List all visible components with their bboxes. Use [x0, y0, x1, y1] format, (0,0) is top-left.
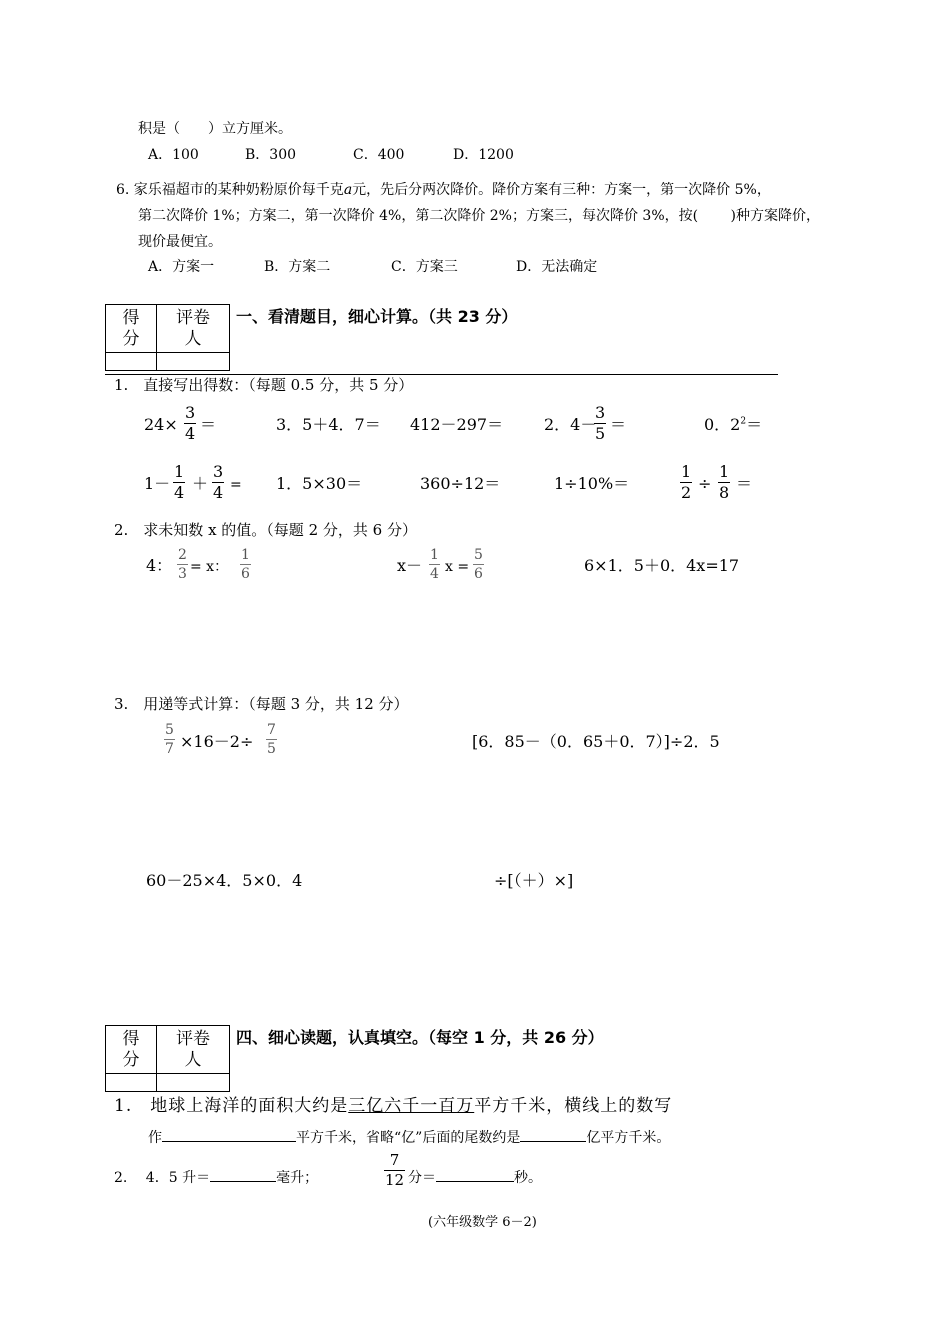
q4-1-line2: 作 平方千米，省略“亿”后面的尾数约是 亿平方千米。 — [148, 1127, 670, 1145]
score-table-section-4 — [105, 1025, 230, 1092]
grader-input-cell[interactable] — [157, 353, 230, 371]
q1-r1c4-prefix: 2．4－ — [544, 415, 597, 434]
q3-e2: [6．85－（0．65＋0．7）]÷2．5 — [472, 732, 720, 751]
q1-r1c4-equals: ＝ — [610, 415, 627, 434]
q6-line1 — [116, 183, 771, 197]
q3-e1-middle: ×16－2÷ — [180, 732, 254, 751]
section-4-title: 四、细心读题，认真填空。（每空 1 分，共 26 分） — [236, 1028, 604, 1047]
q5-continuation: 积是（ ）立方厘米。 — [138, 121, 292, 137]
q1-r2c1-fraction-1: 1 4 — [174, 462, 185, 502]
grader-input-cell[interactable] — [157, 1074, 230, 1092]
q5-option-d: D．1200 — [453, 147, 514, 163]
q3-label: 3. 用递等式计算：（每题 3 分，共 12 分） — [114, 695, 409, 713]
q1-r2c1-fraction-2: 3 4 — [213, 462, 224, 502]
q4-1-blank-2[interactable] — [520, 1127, 586, 1142]
q3-e4: ÷[（＋）×] — [494, 871, 574, 890]
q6-option-c: C．方案三 — [391, 259, 458, 275]
q1-r2c1-prefix: 1－ — [144, 474, 171, 493]
q3-e1-fraction-1: 5 7 — [165, 722, 174, 757]
q6-option-d: D．无法确定 — [516, 259, 598, 275]
q1-r2c2: 1．5×30＝ — [276, 474, 363, 493]
q6-line2: 第二次降价 1%；方案二，第一次降价 4%，第二次降价 2%；方案三，每次降价 3%，按( )种方案降价， — [138, 208, 821, 224]
q3-e3: 60－25×4．5×0．4 — [146, 871, 303, 890]
q4-2-fraction: 7 12 — [385, 1151, 405, 1189]
q1-r1c5: 0．$2^2=$ — [704, 415, 763, 434]
q1-r1c3: 412－297＝ — [410, 415, 504, 434]
q4-2-blank-2[interactable] — [436, 1167, 514, 1182]
q1-r2c1-plus: ＋ — [192, 474, 209, 493]
q2-e1-fraction-2: 1 6 — [241, 547, 250, 582]
q1-r1c1-fraction: 3 4 — [185, 403, 196, 443]
q1-r1c1-equals: ＝ — [200, 415, 217, 434]
grader-label-cell: 评卷 人 — [157, 305, 230, 353]
q2-e2-fraction-2: 5 6 — [474, 547, 483, 582]
q5-option-c: C．400 — [353, 147, 405, 163]
q2-e3: 6×1．5＋0．4x=17 — [584, 556, 740, 575]
q1-r2c3: 360÷12＝ — [420, 474, 501, 493]
q2-e1-prefix: 4： — [146, 556, 173, 575]
q1-r2c1-equals: = — [230, 477, 242, 493]
score-input-cell[interactable] — [106, 1074, 157, 1092]
q2-label: 2. 求未知数 x 的值。（每题 2 分，共 6 分） — [114, 521, 417, 539]
page-footer: (六年级数学 6－2) — [428, 1215, 537, 1230]
section-1-divider — [105, 374, 778, 375]
q1-r1c2: 3．5＋4．7＝ — [276, 415, 381, 434]
q5-option-b: B．300 — [245, 147, 297, 163]
q1-label: 1. 直接写出得数：（每题 0.5 分，共 5 分） — [114, 376, 414, 394]
q4-1-underlined-number: 三亿六千一百万 — [348, 1096, 475, 1116]
q1-r2c5-fraction-2: 1 8 — [719, 462, 730, 502]
q5-option-a: A．100 — [148, 147, 199, 163]
q6-option-a: A．方案一 — [148, 259, 215, 275]
q2-e1-middle: = x： — [190, 559, 229, 575]
q2-e1-fraction-1: 2 3 — [178, 547, 187, 582]
q4-2-blank-1[interactable] — [210, 1167, 276, 1182]
q2-e2-prefix: x－ — [397, 556, 423, 575]
q1-r1c1-prefix: 24× — [144, 415, 178, 434]
q6-line1-end: 元，先后分两次降价。降价方案有三种：方案一，第一次降价 5%， — [352, 182, 771, 198]
q1-r2c5-equals: ＝ — [736, 474, 753, 493]
q6-variable: a — [343, 182, 353, 198]
grader-label-cell: 评卷 人 — [157, 1026, 230, 1074]
score-input-cell[interactable] — [106, 353, 157, 371]
q6-line3: 现价最便宜。 — [138, 234, 222, 250]
q4-1-line1: 1. 地球上海洋的面积大约是三亿六千一百万平方千米，横线上的数写 — [114, 1096, 673, 1116]
q1-r2c5-divide: ÷ — [698, 474, 712, 493]
q6-line1-start: 6. 家乐福超市的某种奶粉原价每千克 — [116, 182, 344, 198]
q2-e2-middle: x = — [445, 559, 470, 575]
q1-r1c4-fraction: 3 5 — [595, 403, 606, 443]
q1-r2c4: 1÷10%＝ — [554, 474, 630, 493]
q6-option-b: B．方案二 — [264, 259, 331, 275]
q3-e1-fraction-2: 7 5 — [267, 722, 276, 757]
q4-2-part2: 分＝ 秒。 — [408, 1167, 542, 1185]
score-label-cell: 得 分 — [106, 1026, 157, 1074]
q1-r2c5-fraction-1: 1 2 — [681, 462, 692, 502]
score-label-cell: 得 分 — [106, 305, 157, 353]
q4-1-blank-1[interactable] — [162, 1127, 296, 1142]
score-table-section-1 — [105, 304, 230, 371]
q2-e2-fraction-1: 1 4 — [430, 547, 439, 582]
q4-2-part1: 2. 4．5 升＝ 毫升； — [114, 1167, 318, 1185]
section-1-title: 一、看清题目，细心计算。（共 23 分） — [236, 307, 518, 326]
